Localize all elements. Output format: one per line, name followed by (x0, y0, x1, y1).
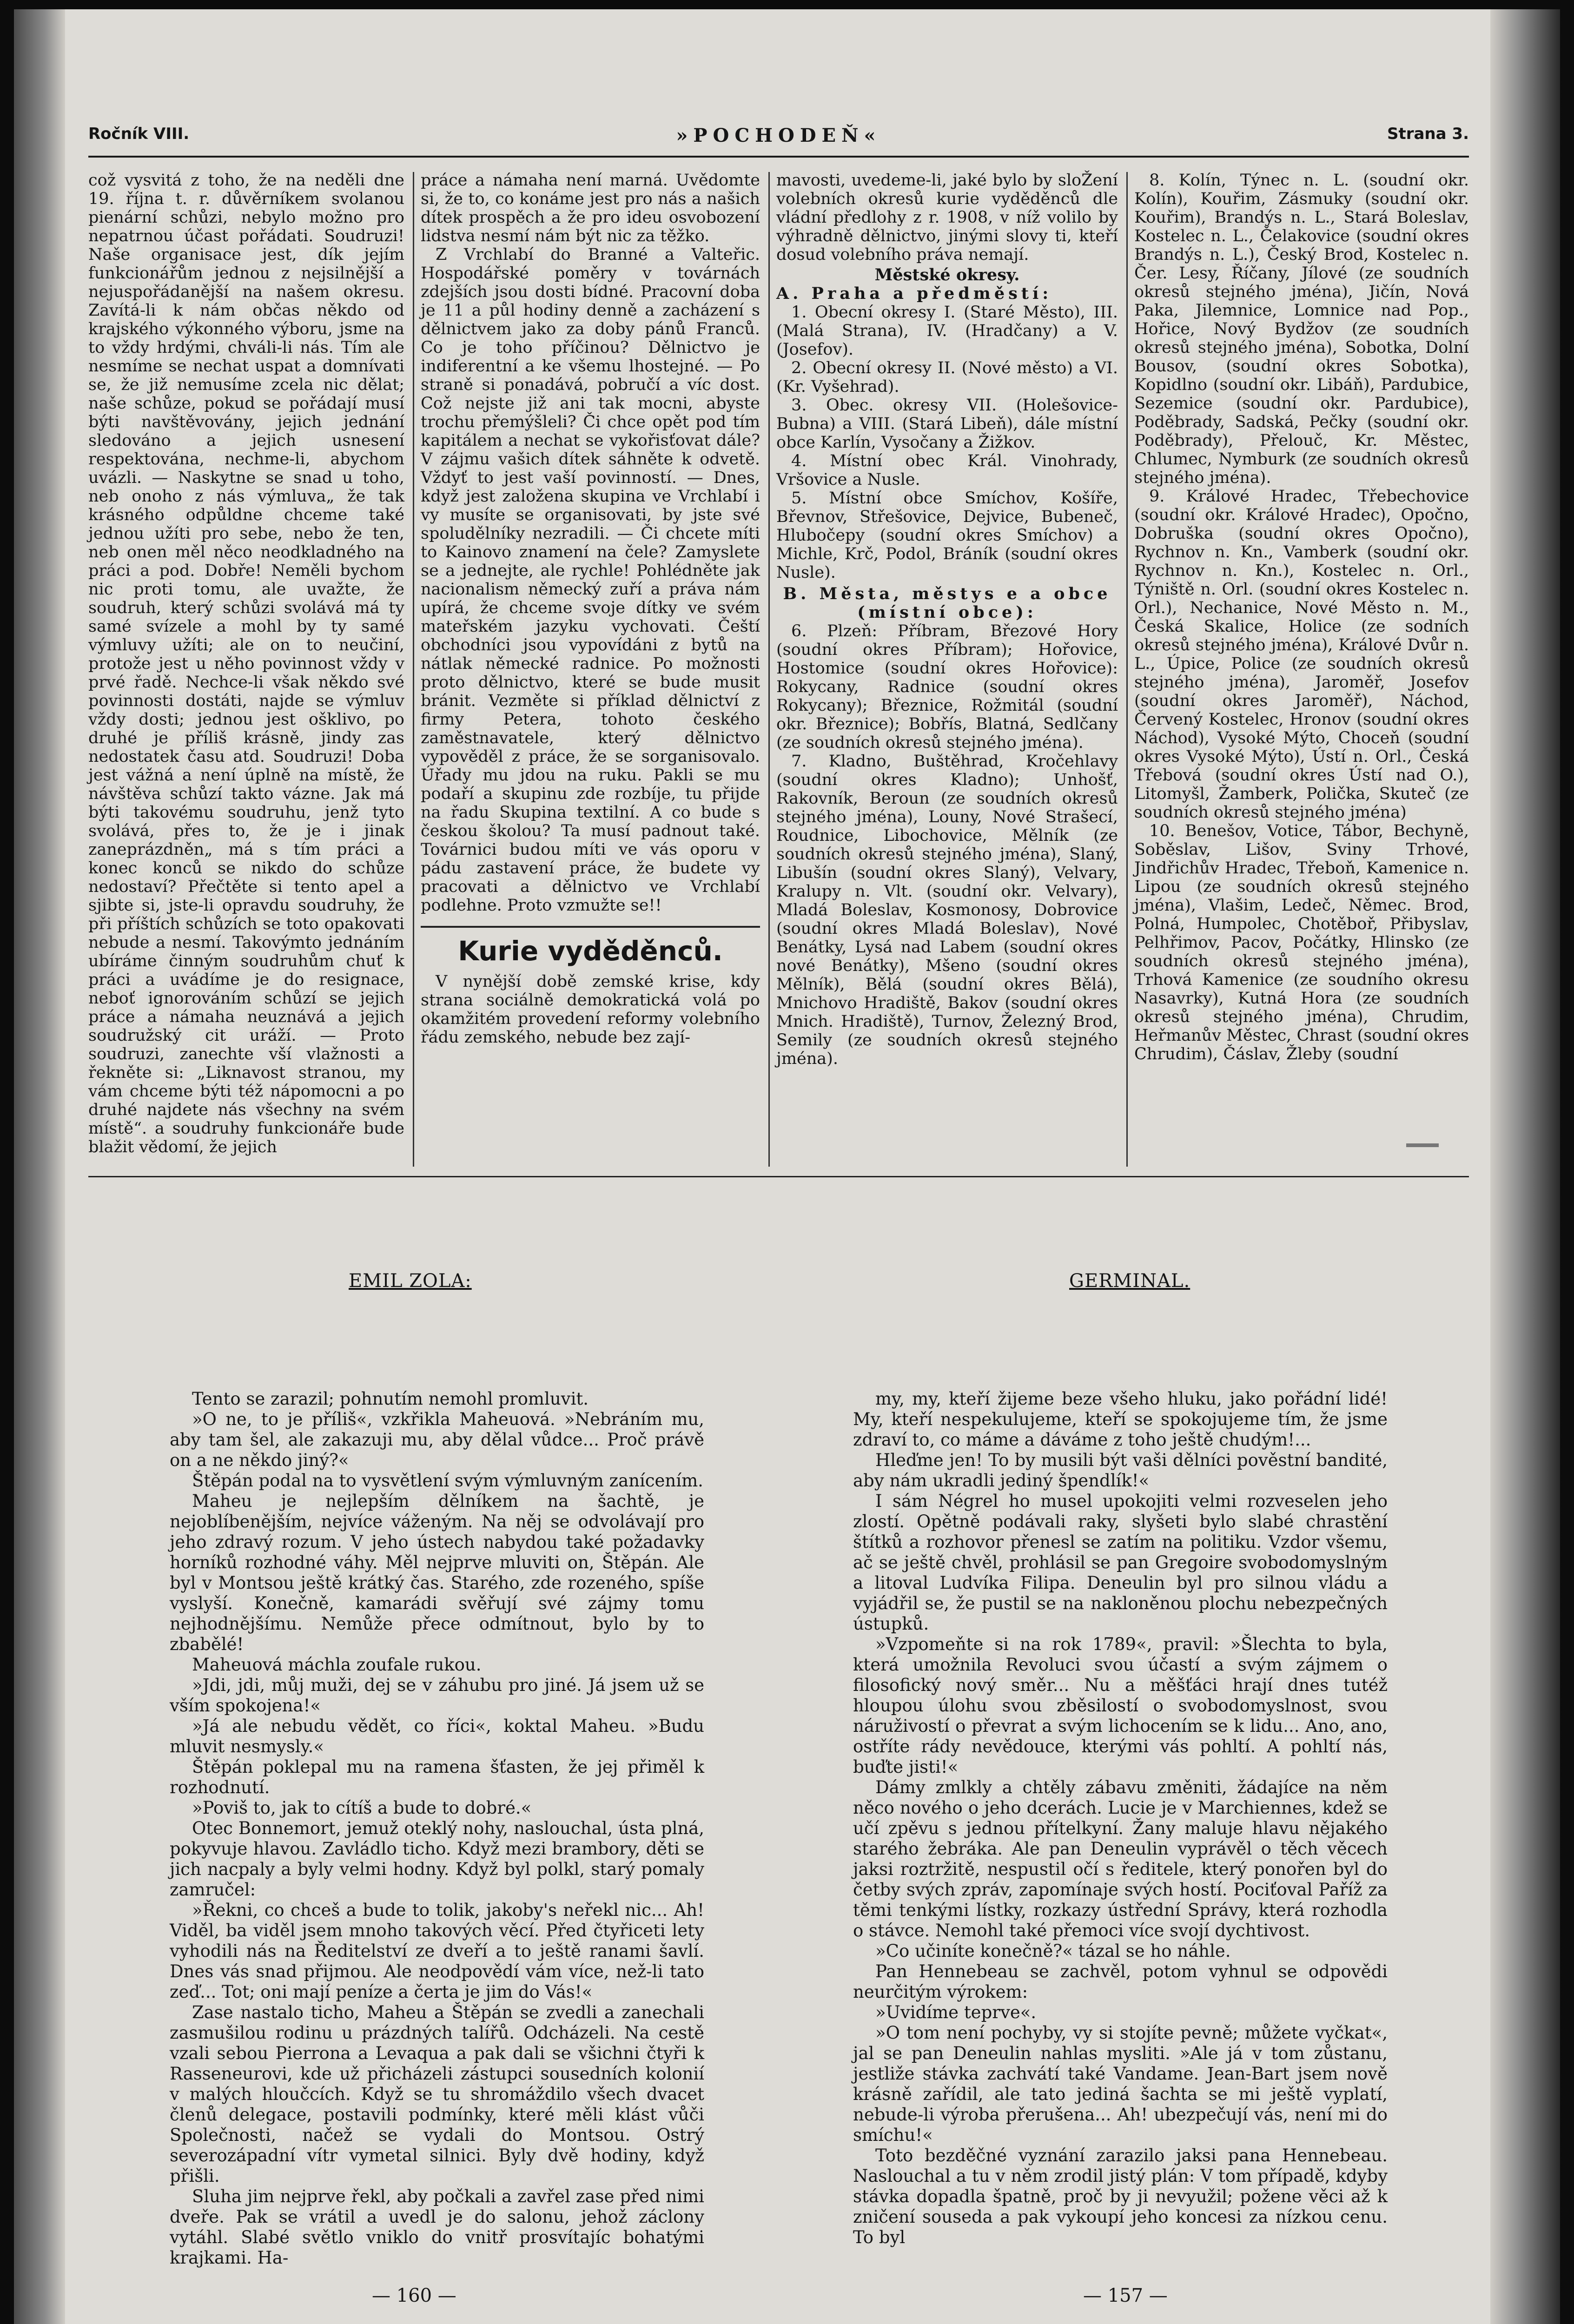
kurie-heading: Kurie vyděděnců. (458, 935, 723, 967)
newspaper-page (14, 9, 1560, 2324)
district-item: 5. Místní obce Smíchov, Košíře, Břevnov, Střešovice, Dejvice, Bubeneč, Hlubočepy (soudní okres Smíchov) a Michle, Krč, Podol, Bráník (soudní okres Nusle). (776, 489, 1118, 582)
column-divider (413, 172, 414, 1167)
column-3 (776, 171, 1118, 1068)
zola-paragraph: »Jdi, jdi, můj muži, dej se v záhubu pro jiné. Já jsem už se vším spokojena!« (170, 1675, 704, 1716)
column-4 (1134, 171, 1469, 1063)
zola-paragraph: Sluha jim nejprve řekl, aby počkali a zavřel zase před nimi dveře. Pak se vrátil a uvedl je do salonu, jehož záclony vytáhl. Slabé světlo vniklo do vnitř prosvítajíc bohatými krajkami. Ha- (170, 2186, 704, 2268)
district-item: 9. Králové Hradec, Třebechovice (soudní okr. Králové Hradec), Opočno, Dobruška (soudní okres Opočno), Rychnov n. Kn., Vamberk (soudní okr. Rychnov n. Kn.), Kostelec n. Orl., Týniště n. Orl. (soudní okres Kostelec n. Orl.), Nechanice, Nové Město n. M., Česká Skalice, Holice (ze sodních okresů stejného jména), Králové Dvůr n. L., Úpice, Police (ze soudních okresů stejného jména), Jaroměř, Josefov (soudní okres Jaroměř), Náchod, Červený Kostelec, Hronov (soudní okres Náchod), Vysoké Mýto, Choceň (soudní okres Vysoké Mýto), Ústí n. Orl., Česká Třebová (soudní okres Ústí nad O.), Litomyšl, Žamberk, Polička, Skuteč (ze soudních okresů stejného jména) (1134, 487, 1469, 822)
feuilleton-title: GERMINAL. (1069, 1270, 1190, 1292)
zola-paragraph: Otec Bonnemort, jemuž oteklý nohy, naslouchal, ústa plná, pokyvuje hlavou. Zavládlo ticho. Když mezi brambory, děti se jich nacpaly a byly velmi hodny. Když byl polkl, starý pomaly zamručel: (170, 1818, 704, 1900)
zola-paragraph: Maheu je nejlepším dělníkem na šachtě, je nejoblíbenějším, nejvíce váženým. Na něj se odvolávají pro jeho zdravý rozum. V jeho ústech nabydou také požadavky horníků rozhodné váhy. Měl nejprve mluviti on, Štěpán. Ale byl v Montsou ještě krátký čas. Starého, zde rozeného, spíše vyslyší. Konečně, kamarádi svěřují své zájmy tomu nejhodnějšímu. Nemůže přece odmítnout, bylo by to zbabělé! (170, 1491, 704, 1654)
folio-left: — 160 — (372, 2285, 456, 2306)
district-item: 3. Obec. okresy VII. (Holešovice-Bubna) a VIII. (Stará Libeň), dále místní obce Karlín, Vysočany a Žižkov. (776, 396, 1118, 452)
kurie-paragraph: V nynější době zemské krise, kdy strana sociálně demokratická volá po okamžitém provedení reformy volebního řádu zemského, nebude bez zají- (421, 972, 760, 1047)
zola-paragraph: Štěpán poklepal mu na ramena šťasten, že jej přiměl k rozhodnutí. (170, 1757, 704, 1797)
zola-paragraph: »Řekni, co chceš a bude to tolik, jakoby's neřekl nic... Ah! Viděl, ba viděl jsem mnoho takových věcí. Před čtyřiceti lety vyhodili nás na Ředitelství ze dveří a to ještě ranami šavlí. Dnes vás snad přijmou. Ale neodpovědí vám více, než-li tato zeď... Tot; oni mají peníze a čerta je jim do Vás!« (170, 1900, 704, 2002)
zola-paragraph: »Uvidíme teprve«. (875, 2002, 1037, 2022)
zola-paragraph: »Poviš to, jak to cítíš a bude to dobré.« (192, 1798, 532, 1818)
district-item: 1. Obecní okresy I. (Staré Město), III. (Malá Strana), IV. (Hradčany) a V. (Josefov). (776, 303, 1118, 359)
col2-paragraph: Z Vrchlabí do Branné a Valteřic. Hospodářské poměry v továrnách zdejších jsou dosti bídné. Pracovní doba je 11 a půl hodiny denně a zacházení s dělnictvem jako za doby pánů Franců. Co je toho příčinou? Dělnictvo je indiferentní a ke všemu lhostejné. — Po straně si ponadává, pobručí a víc dost. Což nejste již ani tak mocni, abyste trochu přemýšleli? Či chce opět pod tím kapitálem a nechat se vykořisťovat dále? V zájmu vašich dítek sáhněte k odvetě. Vždyť to jest vaší povinností. — Dnes, když jest založena skupina ve Vrchlabí i vy musíte se organisovati, by jste své spoludělníky nezradili. — Či chcete míti to Kainovo znamení na čele? Zamyslete se a jednejte, ale rychle! Pohlédněte jak nacionalism německý zuří a práva nám upírá, že chceme svoje dítky ve svém mateřském jazyku vychovati. Čeští obchodníci jsou vypovídáni z bytů na nátlak německé radnice. Po možnosti proto dělnictvo, které se bude musit bránit. Vezměte si příklad dělnictví z firmy Petera, tohoto českého zaměstnavatele, který dělnictvo vypověděl z práce, že se sorganisovalo. Úřady mu jdou na ruku. Pakli se mu podaří a skupinu zde rozbíje, tu přijde na řadu Skupina textilní. A co bude s českou školou? Ta musí padnout také. Továrnici budou míti ve vás oporu v pádu zastavení práce, že budete vy pracovati a dělnictvo ve Vrchlabí podlehne. Proto vzmužte se!! (421, 245, 760, 915)
col1-paragraph: což vysvitá z toho, že na neděli dne 19. října t. r. důvěrníkem svolanou pienární schůzi, nebylo možno pro nepatrnou účast pořádati. Soudruzi! Naše organisace jest, dík jejím funkcionářům jednou z nejsilnější a nejuspořádanější na našem okresu. Zavítá-li k nám občas někdo od krajského výkonného výboru, jsme na to vždy hrdými, chváli-li nás. Tím ale nesmíme se nechat uspat a domnívati se, že již nemusíme zcela nic dělat; naše schůze, pokud se pořádají musí býti navštěvovány, jejich jednání sledováno a jejich usnesení respektována, nechme-li, abychom uvázli. — Naskytne se snad u toho, neb onoho z nás výmluva„ že tak krásného odpůldne chceme také jednou užíti pro sebe, nebo že ten, neb onen měl něco neodkladného na práci a pod. Dobře! Neměli bychom nic proti tomu, ale uvažte, že soudruh, který schůzi svolává má ty samé svízele a mohl by ty samé výmluvy užíti; ale on to neučiní, protože jest u něho povinnost vždy v prvé řadě. Nechce-li však někdo své povinnosti dostáti, najde se výmluv vždy dosti; jednou jest ošklivo, po druhé je příliš krásně, jindy zas nedostatek času atd. Soudruzi! Doba jest vážná a není úplně na místě, že návštěva schůzí takto vázne. Jak má býti takovému soudruhu, jenž tyto svolává, přes to, že je i jinak zaneprázdněn„ má s tím práci a konec konců se nikdo do schůze nedostaví? Přečtěte si tento apel a sjibte si, jste-li opravdu soudruhy, že při příštích schůzích se toto opakovati nebude a nesmí. Takovýmto jednáním ubíráme činným soudruhům chuť k práci a uvádíme je do resignace, neboť ignorováním schůzí se jejich práce a námaha neuznává a jejich soudružský cit uráží. — Proto soudruzi, zanechte vší vlažnosti a řekněte si: „Liknavost stranou, my vám chceme býti též nápomocni a po druhé najdete nás všechny na svém místě“. a soudruhy funkcionáře bude blažit vědomí, že jejich (88, 171, 404, 1156)
column-2 (421, 171, 760, 1047)
district-item: 6. Plzeň: Příbram, Březové Hory (soudní okres Příbram); Hořovice, Hostomice (soudní okres Hořovice): Rokycany, Radnice (soudní okres Rokycany); Březnice, Rožmitál (soudní okr. Březnice); Bobřís, Blatná, Sedlčany (ze soudních okresů stejného jména). (776, 622, 1118, 752)
district-item: 10. Benešov, Votice, Tábor, Bechyně, Soběslav, Lišov, Sviny Trhové, Jindřichův Hradec, Třeboň, Kamenice n. Lipou (ze soudních okresů stejného jména), Vlašim, Ledeč, Němec. Brod, Polná, Humpolec, Chotěboř, Přibyslav, Pelhřimov, Pacov, Počátky, Hlinsko (ze soudních okresů stejného jména), Trhová Kamenice (ze soudního okresu Nasavrky), Kutná Hora (ze soudních okresů stejného jména), Chrudim, Heřmanův Městec, Chrast (soudní okres Chrudim), Čáslav, Žleby (soudní (1134, 822, 1469, 1063)
zola-paragraph: »Vzpomeňte si na rok 1789«, pravil: »Šlechta to byla, která umožnila Revoluci svou účastí a svým zájmem o filosofický nový směr... Nu a měšťáci hrají dnes tutéž hloupou úlohu svou zběsilostí o svobodomyslnost, svou náruživostí o převrat a svým lichocením se k lidu... Ano, ano, ostříte rády nevědouce, kterými vás pohltí. A pohltí nás, buďte jisti!« (853, 1634, 1388, 1777)
col3-intro: mavosti, uvedeme-li, jaké bylo by sloŽení volebních okresů kurie vyděděnců dle vládní předlohy z r. 1908, v níž volilo by výhradně dělnictvo, jinými slovy ti, kteří dosud volebního práva nemají. (776, 171, 1118, 264)
header-rule (88, 156, 1469, 158)
section-b-heading: B. Města, městys e a obce (místní obce): (783, 584, 1111, 622)
page-header (88, 125, 1469, 152)
left-scan-shadow (14, 9, 65, 2324)
district-item: 4. Místní obec Král. Vinohrady, Vršovice a Nusle. (776, 452, 1118, 489)
page-number: Strana 3. (1387, 125, 1469, 143)
section-rule (88, 1176, 1469, 1177)
zola-left-page (170, 1389, 704, 2268)
zola-paragraph: Hleďme jen! To by musili být vaši dělníci pověstní bandité, aby nám ukradli jediný špendlík!« (853, 1450, 1388, 1491)
zola-paragraph: »Já ale nebudu vědět, co říci«, koktal Maheu. »Budu mluvit nesmysly.« (170, 1716, 704, 1756)
zola-paragraph: Maheuová máchla zoufale rukou. (192, 1655, 482, 1675)
zola-paragraph: Toto bezděčné vyznání zarazilo jaksi pana Hennebeau. Naslouchal a tu v něm zrodil jistý plán: V tom případě, kdyby stávka dopadla špatně, proč by ji nevyužil; požene věci až k zničení souseda a pak vykoupí jeho koncesi za nízkou cenu. To byl (853, 2146, 1388, 2247)
zola-right-page (853, 1389, 1388, 2248)
folio-right: — 157 — (1083, 2285, 1168, 2306)
zola-paragraph: »O ne, to je příliš«, vzkřikla Maheuová. »Nebráním mu, aby tam šel, ale zakazuji mu, aby dělal vůdce... Proč právě on a ne někdo jiný?« (170, 1409, 704, 1470)
masthead-title: »POCHODEŇ« (676, 125, 881, 146)
printer-mark (1406, 1143, 1439, 1147)
section-a-heading: A. Praha a předměstí: (776, 284, 1052, 303)
volume-label: Ročník VIII. (88, 125, 190, 143)
zola-paragraph: »Co učiníte konečně?« tázal se ho náhle. (875, 1941, 1231, 1961)
zola-paragraph: Zase nastalo ticho, Maheu a Štěpán se zvedli a zanechali zasmušilou rodinu u prázdných talířů. Odcházeli. Na cestě vzali sebou Pierrona a Levaqua a pak dali se všichni čtyři k Rasseneurovi, kde už přicházeli zástupci sousedních kolonií v malých hloučcích. Když se tu shromáždilo všech dvacet členů delegace, postavili podmínky, které měli klást vůči Společnosti, načež se vydali do Montsou. Ostrý severozápadní vítr vymetal silnici. Byly dvě hodiny, když přišli. (170, 2002, 704, 2186)
district-item: 7. Kladno, Buštěhrad, Kročehlavy (soudní okres Kladno); Unhošť, Rakovník, Beroun (ze soudních okresů stejného jména), Louny, Nové Strašecí, Roudnice, Libochovice, Mělník (ze soudních okresů stejného jména), Slaný, Libušín (soudní okres Slaný), Velvary, Kralupy n. Vlt. (soudní okr. Velvary), Mladá Boleslav, Kosmonosy, Dobrovice (soudní okres Mladá Boleslav), Nové Benátky, Lysá nad Labem (soudní okres nové Benátky), Mšeno (soudní okres Mělník), Bělá (soudní okres Bělá), Mnichovo Hradiště, Bakov (soudní okres Mnich. Hradiště), Turnov, Železný Brod, Semily (ze soudních okresů stejného jména). (776, 752, 1118, 1068)
district-item: 2. Obecní okresy II. (Nové město) a VI. (Kr. Vyšehrad). (776, 359, 1118, 396)
column-divider (1126, 172, 1128, 1167)
zola-paragraph: Štěpán podal na to vysvětlení svým výmluvným zanícením. (192, 1471, 703, 1491)
zola-paragraph: my, my, kteří žijeme beze všeho hluku, jako pořádní lidé! My, kteří nespekulujeme, kteří se spokojujeme tím, že jsme zdraví to, co máme a dáváme z toho ještě chudým!... (853, 1389, 1388, 1450)
zola-paragraph: I sám Négrel ho musel upokojiti velmi rozveselen jeho zlostí. Opětně podávali raky, slyšeti bylo slabé chrastění štítků a rozhovor přenesl se zatím na politiku. Vzdor všemu, ač se ještě chvěl, prohlásil se pan Gregoire svobodomyslným a litoval Ludvíka Filipa. Deneulin byl pro silnou vládu a vyjádřil se, že pustil se na nakloněnou plochu nebezpečných ústupků. (853, 1491, 1388, 1634)
feuilleton-author: EMIL ZOLA: (349, 1270, 472, 1292)
right-scan-shadow (1490, 9, 1560, 2324)
districts-subtitle: Městské okresy. (874, 265, 1020, 284)
zola-paragraph: Dámy zmlkly a chtěly zábavu změniti, žádajíce na něm něco nového o jeho dcerách. Lucie je v Marchiennes, kdež se učí zpěvu s jednou přítelkyní. Žany maluje hlavu nějakého starého žebráka. Ale pan Deneulin vyprávěl o těch věcech jaksi roztržitě, nespustil očí s ředitele, který ponořen byl do četby svých zpráv, zapomínaje svých hostí. Pociťoval Paříž za těmi tenkými lístky, rozkazy ústřední Správy, která rozhodla o stávce. Nemohl také přemoci více svojí dychtivost. (853, 1777, 1388, 1941)
kurie-rule (421, 926, 760, 928)
col2-paragraph: práce a námaha není marná. Uvědomte si, že to, co konáme jest pro nás a našich dítek prospěch a že pro ideu osvobození lidstva nesmí nám být nic za těžko. (421, 171, 760, 245)
district-item: 8. Kolín, Týnec n. L. (soudní okr. Kolín), Kouřim, Zásmuky (soudní okr. Kouřim), Brandýs n. L., Stará Boleslav, Kostelec n. L., Čelakovice (soudní okres Brandýs n. L.), Český Brod, Kostelec n. Čer. Lesy, Říčany, Jílové (ze soudních okresů stejného jména), Jičín, Nová Paka, Jilemnice, Lomnice nad Pop., Hořice, Nový Bydžov (ze soudních okresů stejného jména), Sobotka, Dolní Bousov, (soudní okres Sobotka), Kopidlno (soudní okr. Libáň), Pardubice, Sezemice (soudní okr. Pardubice), Poděbrady, Sadská, Pečky (soudní okr. Poděbrady), Přelouč, Kr. Městec, Chlumec, Nymburk (ze soudních okresů stejného jména). (1134, 171, 1469, 487)
zola-paragraph: »O tom není pochyby, vy si stojíte pevně; můžete vyčkat«, jal se pan Deneulin nahlas mysliti. »Ale já v tom zůstanu, jestliže stávka zachvátí také Vandame. Jean-Bart jsem nově krásně zařídil, ale tato jediná šachta se mi ještě vyplatí, nebude-li výroba přerušena... Ah! ubezpečují vás, není mi do smíchu!« (853, 2023, 1388, 2145)
column-1 (88, 171, 404, 1156)
column-divider (768, 172, 770, 1167)
zola-paragraph: Tento se zarazil; pohnutím nemohl promluvit. (192, 1389, 589, 1409)
zola-paragraph: Pan Hennebeau se zachvěl, potom vyhnul se odpovědi neurčitým výrokem: (853, 1961, 1388, 2002)
